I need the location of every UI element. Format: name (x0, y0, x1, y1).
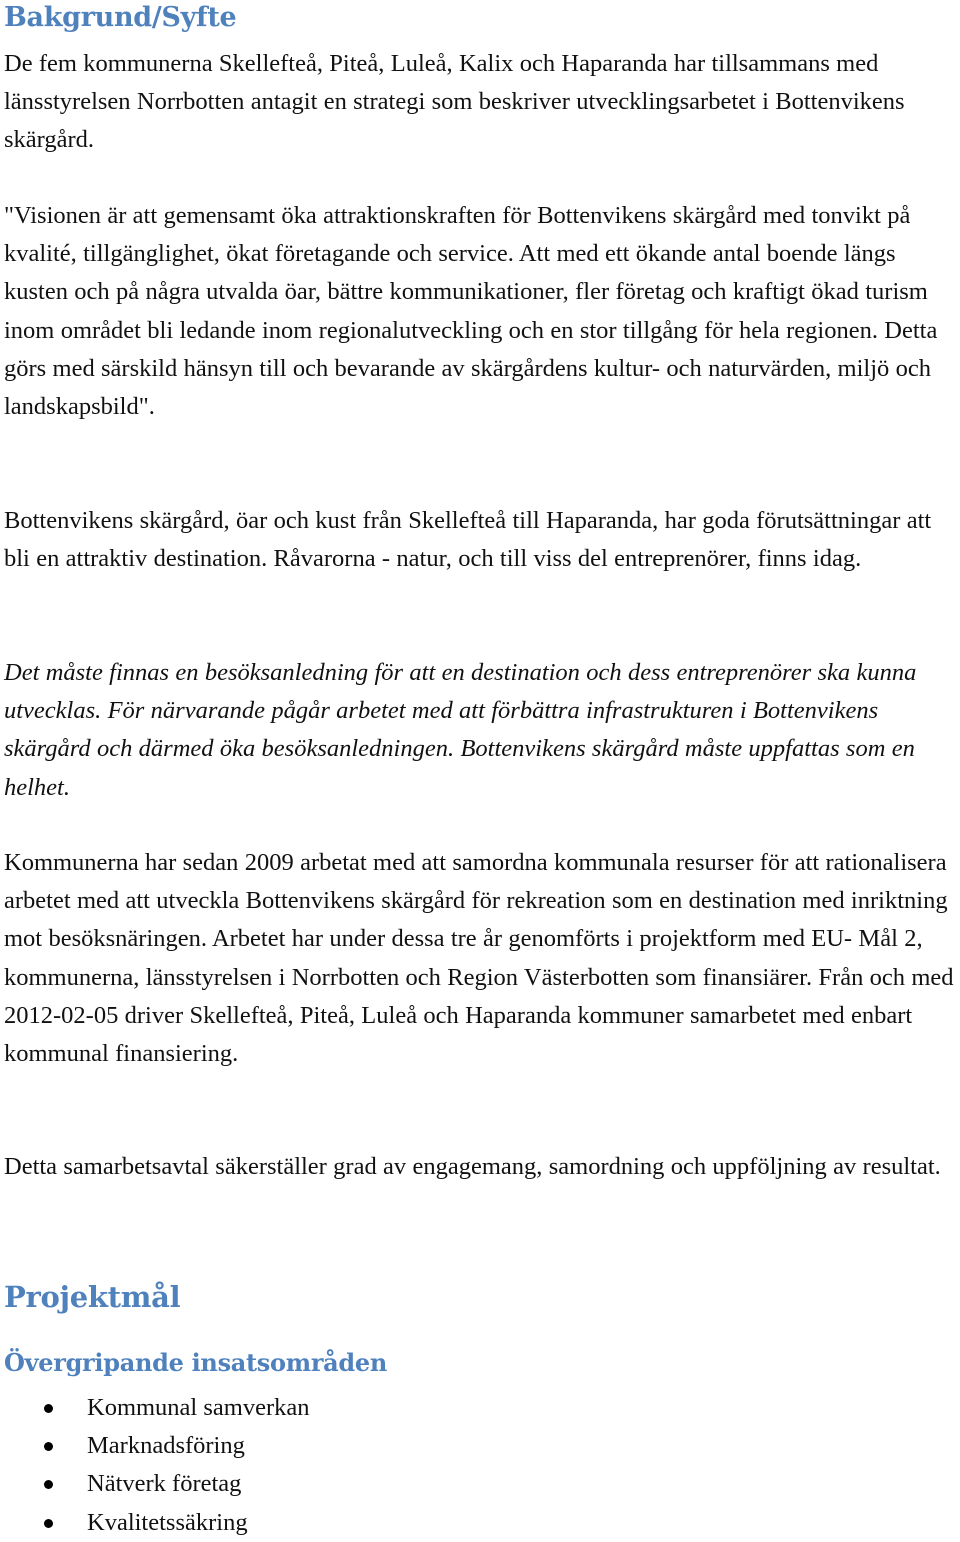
paragraph-vision-quote: "Visionen är att gemensamt öka attraktionskraften för Bottenvikens skärgård med tonvikt på kvalité, tillgänglighet, ökat företagande och service. Att med ett ökande antal boende längs kusten och på några utvalda öar, bättre kommunikationer, fler företag och kraftigt ökad turism inom området bli ledande inom regionalutveckling och en stor tillgång för hela regionen. Detta görs med särskild hänsyn till och bevarande av skärgårdens kultur- och naturvärden, miljö och landskapsbild". (4, 202, 938, 421)
list-item-label: Marknadsföring (87, 1432, 245, 1460)
heading-projektmal: Projektmål (4, 1280, 181, 1314)
paragraph-intro: De fem kommunerna Skellefteå, Piteå, Luleå, Kalix och Haparanda har tillsammans med länsstyrelsen Norrbotten antagit en strategi som beskriver utvecklingsarbetet i Bottenvikens skärgård. (4, 50, 905, 154)
paragraph-besoksanledning: Det måste finnas en besöksanledning för att en destination och dess entreprenörer ska kunna utvecklas. För närvarande pågår arbetet med att förbättra infrastrukturen i Bottenvikens skärgård och därmed öka besöksanledningen. Bottenvikens skärgård måste uppfattas som en helhet. (4, 659, 917, 801)
bullet-icon (44, 1442, 53, 1451)
insats-list (4, 1389, 310, 1542)
list-item (4, 1465, 310, 1503)
paragraph-destination: Bottenvikens skärgård, öar och kust från Skellefteå till Haparanda, har goda förutsättningar att bli en attraktiv destination. Råvarorna - natur, och till viss del entreprenörer, finns idag. (4, 507, 932, 573)
paragraph-samarbetsavtal: Detta samarbetsavtal säkerställer grad av engagemang, samordning och uppföljning av resultat. (4, 1153, 941, 1180)
list-item (4, 1504, 310, 1542)
list-item (4, 1389, 310, 1427)
heading-bakgrund-syfte: Bakgrund/Syfte (4, 2, 237, 33)
bullet-icon (44, 1404, 53, 1413)
list-item (4, 1427, 310, 1465)
bullet-icon (44, 1480, 53, 1489)
heading-overgripande-insatsomraden: Övergripande insatsområden (4, 1348, 388, 1377)
bullet-icon (44, 1519, 53, 1528)
paragraph-kommunerna-history: Kommunerna har sedan 2009 arbetat med att samordna kommunala resurser för att rationalisera arbetet med att utveckla Bottenvikens skärgård för rekreation som en destination med inriktning mot besöksnäringen. Arbetet har under dessa tre år genomförts i projektform med EU- Mål 2, kommunerna, länsstyrelsen i Norrbotten och Region Västerbotten som finansiärer. Från och med 2012-02-05 driver Skellefteå, Piteå, Luleå och Haparanda kommuner samarbetet med enbart kommunal finansiering. (4, 849, 954, 1068)
list-item-label: Kvalitetssäkring (87, 1508, 248, 1536)
list-item-label: Kommunal samverkan (87, 1394, 310, 1421)
list-item-label: Nätverk företag (87, 1470, 242, 1498)
